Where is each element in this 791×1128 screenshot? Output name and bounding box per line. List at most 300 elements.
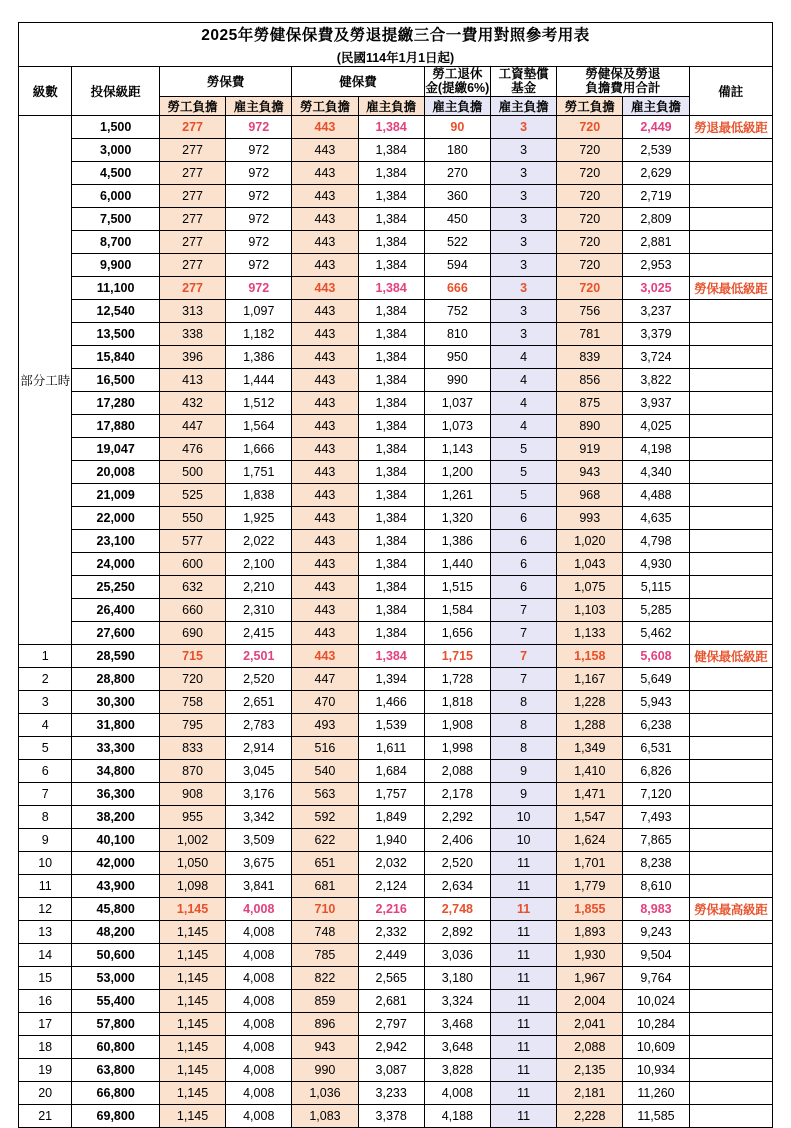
cell-health-ins-employee: 443 xyxy=(292,506,358,529)
table-row xyxy=(19,460,773,483)
table-header xyxy=(19,23,773,116)
cell-grade: 8,700 xyxy=(72,230,160,253)
cell-wage-fund: 7 xyxy=(490,621,556,644)
cell-labor-ins-employer: 972 xyxy=(226,253,292,276)
header-labor-insurance: 勞保費 xyxy=(159,67,291,97)
table-row xyxy=(19,483,773,506)
cell-health-ins-employer: 2,216 xyxy=(358,897,424,920)
table-row xyxy=(19,989,773,1012)
cell-health-ins-employee: 1,083 xyxy=(292,1104,358,1127)
header-wagefund-employer: 雇主負擔 xyxy=(490,96,556,115)
cell-pension: 2,406 xyxy=(424,828,490,851)
cell-health-ins-employee: 785 xyxy=(292,943,358,966)
cell-pension: 1,440 xyxy=(424,552,490,575)
table-row xyxy=(19,920,773,943)
cell-pension: 1,908 xyxy=(424,713,490,736)
cell-wage-fund: 3 xyxy=(490,207,556,230)
table-row xyxy=(19,759,773,782)
cell-health-ins-employee: 443 xyxy=(292,598,358,621)
table-row xyxy=(19,943,773,966)
cell-health-ins-employee: 896 xyxy=(292,1012,358,1035)
cell-pension: 1,728 xyxy=(424,667,490,690)
cell-grade: 50,600 xyxy=(72,943,160,966)
cell-wage-fund: 10 xyxy=(490,805,556,828)
cell-grade: 20,008 xyxy=(72,460,160,483)
cell-health-ins-employee: 443 xyxy=(292,345,358,368)
cell-grade: 26,400 xyxy=(72,598,160,621)
cell-health-ins-employer: 1,849 xyxy=(358,805,424,828)
cell-pension: 3,180 xyxy=(424,966,490,989)
cell-health-ins-employer: 1,384 xyxy=(358,598,424,621)
cell-pension: 950 xyxy=(424,345,490,368)
cell-labor-ins-employer: 4,008 xyxy=(226,1081,292,1104)
row-level: 3 xyxy=(19,690,72,713)
cell-health-ins-employee: 443 xyxy=(292,115,358,138)
cell-grade: 24,000 xyxy=(72,552,160,575)
cell-labor-ins-employee: 600 xyxy=(159,552,225,575)
header-wage-fund-line2: 基金 xyxy=(511,81,537,96)
table-row xyxy=(19,299,773,322)
cell-pension: 3,828 xyxy=(424,1058,490,1081)
cell-total-employee: 781 xyxy=(557,322,623,345)
cell-remark xyxy=(689,437,772,460)
cell-wage-fund: 10 xyxy=(490,828,556,851)
cell-pension: 360 xyxy=(424,184,490,207)
cell-labor-ins-employee: 476 xyxy=(159,437,225,460)
row-level: 21 xyxy=(19,1104,72,1127)
cell-wage-fund: 11 xyxy=(490,851,556,874)
cell-wage-fund: 4 xyxy=(490,345,556,368)
cell-wage-fund: 3 xyxy=(490,138,556,161)
cell-remark xyxy=(689,943,772,966)
cell-labor-ins-employer: 4,008 xyxy=(226,920,292,943)
cell-health-ins-employee: 563 xyxy=(292,782,358,805)
cell-pension: 666 xyxy=(424,276,490,299)
cell-total-employee: 1,228 xyxy=(557,690,623,713)
cell-health-ins-employer: 1,384 xyxy=(358,299,424,322)
row-level: 13 xyxy=(19,920,72,943)
cell-health-ins-employer: 1,684 xyxy=(358,759,424,782)
cell-labor-ins-employee: 277 xyxy=(159,161,225,184)
cell-pension: 1,320 xyxy=(424,506,490,529)
cell-total-employer: 5,462 xyxy=(623,621,689,644)
cell-total-employee: 1,471 xyxy=(557,782,623,805)
page-title: 2025年勞健保保費及勞退提繳三合一費用對照參考用表 xyxy=(201,27,590,44)
cell-labor-ins-employee: 833 xyxy=(159,736,225,759)
cell-pension: 1,200 xyxy=(424,460,490,483)
cell-total-employer: 7,865 xyxy=(623,828,689,851)
cell-wage-fund: 3 xyxy=(490,161,556,184)
cell-remark xyxy=(689,851,772,874)
cell-labor-ins-employee: 1,145 xyxy=(159,1012,225,1035)
cell-wage-fund: 9 xyxy=(490,782,556,805)
cell-total-employer: 8,238 xyxy=(623,851,689,874)
cell-total-employer: 5,943 xyxy=(623,690,689,713)
cell-total-employer: 8,610 xyxy=(623,874,689,897)
row-level: 15 xyxy=(19,966,72,989)
cell-labor-ins-employee: 1,145 xyxy=(159,1058,225,1081)
cell-labor-ins-employee: 795 xyxy=(159,713,225,736)
cell-health-ins-employee: 990 xyxy=(292,1058,358,1081)
cell-health-ins-employer: 1,384 xyxy=(358,506,424,529)
cell-total-employer: 3,937 xyxy=(623,391,689,414)
cell-labor-ins-employer: 3,176 xyxy=(226,782,292,805)
table-row xyxy=(19,322,773,345)
cell-remark xyxy=(689,874,772,897)
cell-wage-fund: 11 xyxy=(490,920,556,943)
cell-wage-fund: 9 xyxy=(490,759,556,782)
cell-wage-fund: 11 xyxy=(490,897,556,920)
cell-health-ins-employee: 710 xyxy=(292,897,358,920)
row-level: 6 xyxy=(19,759,72,782)
cell-total-employee: 2,041 xyxy=(557,1012,623,1035)
table-row xyxy=(19,1081,773,1104)
cell-health-ins-employee: 859 xyxy=(292,989,358,1012)
cell-wage-fund: 11 xyxy=(490,1081,556,1104)
table-row xyxy=(19,1104,773,1127)
cell-total-employee: 1,967 xyxy=(557,966,623,989)
cell-health-ins-employee: 592 xyxy=(292,805,358,828)
cell-health-ins-employee: 443 xyxy=(292,184,358,207)
cell-labor-ins-employer: 2,914 xyxy=(226,736,292,759)
header-health-ins-employee: 勞工負擔 xyxy=(292,96,358,115)
cell-health-ins-employee: 443 xyxy=(292,460,358,483)
header-labor-pension-line2: 金(提繳6%) xyxy=(425,81,490,96)
cell-labor-ins-employer: 2,022 xyxy=(226,529,292,552)
cell-remark xyxy=(689,690,772,713)
cell-health-ins-employee: 443 xyxy=(292,414,358,437)
cell-remark xyxy=(689,414,772,437)
cell-labor-ins-employer: 1,666 xyxy=(226,437,292,460)
cell-grade: 23,100 xyxy=(72,529,160,552)
cell-health-ins-employer: 2,332 xyxy=(358,920,424,943)
cell-pension: 1,818 xyxy=(424,690,490,713)
cell-total-employer: 5,649 xyxy=(623,667,689,690)
cell-labor-ins-employer: 3,509 xyxy=(226,828,292,851)
cell-remark xyxy=(689,207,772,230)
cell-pension: 522 xyxy=(424,230,490,253)
cell-wage-fund: 11 xyxy=(490,966,556,989)
cell-pension: 3,468 xyxy=(424,1012,490,1035)
row-level: 14 xyxy=(19,943,72,966)
cell-grade: 53,000 xyxy=(72,966,160,989)
row-level: 18 xyxy=(19,1035,72,1058)
cell-total-employer: 5,285 xyxy=(623,598,689,621)
cell-pension: 3,036 xyxy=(424,943,490,966)
cell-total-employer: 6,531 xyxy=(623,736,689,759)
cell-total-employee: 1,779 xyxy=(557,874,623,897)
cell-health-ins-employer: 1,384 xyxy=(358,207,424,230)
table-row xyxy=(19,874,773,897)
cell-labor-ins-employee: 396 xyxy=(159,345,225,368)
row-level: 17 xyxy=(19,1012,72,1035)
cell-total-employer: 2,809 xyxy=(623,207,689,230)
cell-grade: 4,500 xyxy=(72,161,160,184)
cell-labor-ins-employer: 4,008 xyxy=(226,943,292,966)
cell-grade: 6,000 xyxy=(72,184,160,207)
cell-health-ins-employee: 443 xyxy=(292,529,358,552)
cell-health-ins-employer: 1,384 xyxy=(358,184,424,207)
cell-wage-fund: 6 xyxy=(490,575,556,598)
cell-health-ins-employer: 1,384 xyxy=(358,575,424,598)
header-labor-pension xyxy=(424,67,490,97)
cell-health-ins-employer: 3,087 xyxy=(358,1058,424,1081)
cell-labor-ins-employee: 338 xyxy=(159,322,225,345)
cell-total-employer: 9,764 xyxy=(623,966,689,989)
cell-labor-ins-employee: 955 xyxy=(159,805,225,828)
cell-wage-fund: 7 xyxy=(490,644,556,667)
cell-health-ins-employer: 2,124 xyxy=(358,874,424,897)
cell-health-ins-employer: 1,539 xyxy=(358,713,424,736)
cell-pension: 1,656 xyxy=(424,621,490,644)
cell-total-employee: 1,167 xyxy=(557,667,623,690)
cell-total-employer: 2,881 xyxy=(623,230,689,253)
table-row xyxy=(19,138,773,161)
cell-health-ins-employee: 443 xyxy=(292,276,358,299)
cell-labor-ins-employee: 1,145 xyxy=(159,897,225,920)
cell-total-employee: 720 xyxy=(557,276,623,299)
cell-grade: 7,500 xyxy=(72,207,160,230)
cell-total-employee: 1,547 xyxy=(557,805,623,828)
cell-pension: 1,998 xyxy=(424,736,490,759)
header-level: 級數 xyxy=(19,67,72,116)
row-level: 4 xyxy=(19,713,72,736)
cell-grade: 31,800 xyxy=(72,713,160,736)
cell-pension: 2,520 xyxy=(424,851,490,874)
cell-total-employee: 993 xyxy=(557,506,623,529)
cell-total-employee: 1,624 xyxy=(557,828,623,851)
table-body xyxy=(19,115,773,1127)
cell-remark xyxy=(689,920,772,943)
cell-grade: 17,880 xyxy=(72,414,160,437)
cell-pension: 810 xyxy=(424,322,490,345)
cell-grade: 30,300 xyxy=(72,690,160,713)
cell-total-employer: 11,260 xyxy=(623,1081,689,1104)
cell-labor-ins-employer: 1,512 xyxy=(226,391,292,414)
cell-wage-fund: 11 xyxy=(490,1104,556,1127)
cell-health-ins-employee: 443 xyxy=(292,230,358,253)
cell-labor-ins-employee: 447 xyxy=(159,414,225,437)
cell-labor-ins-employee: 277 xyxy=(159,138,225,161)
cell-wage-fund: 11 xyxy=(490,1012,556,1035)
row-level: 2 xyxy=(19,667,72,690)
table-row xyxy=(19,276,773,299)
cell-remark xyxy=(689,1035,772,1058)
cell-health-ins-employer: 1,940 xyxy=(358,828,424,851)
cell-total-employee: 2,181 xyxy=(557,1081,623,1104)
cell-labor-ins-employee: 908 xyxy=(159,782,225,805)
cell-labor-ins-employer: 1,838 xyxy=(226,483,292,506)
cell-pension: 1,584 xyxy=(424,598,490,621)
cell-grade: 48,200 xyxy=(72,920,160,943)
cell-total-employer: 2,629 xyxy=(623,161,689,184)
cell-total-employer: 3,025 xyxy=(623,276,689,299)
cell-health-ins-employee: 443 xyxy=(292,644,358,667)
cell-total-employee: 919 xyxy=(557,437,623,460)
cell-labor-ins-employer: 3,841 xyxy=(226,874,292,897)
cell-grade: 28,800 xyxy=(72,667,160,690)
cell-health-ins-employer: 1,466 xyxy=(358,690,424,713)
cell-labor-ins-employer: 1,925 xyxy=(226,506,292,529)
cell-labor-ins-employer: 2,501 xyxy=(226,644,292,667)
cell-labor-ins-employer: 972 xyxy=(226,138,292,161)
cell-labor-ins-employee: 277 xyxy=(159,207,225,230)
cell-health-ins-employee: 443 xyxy=(292,207,358,230)
cell-health-ins-employer: 1,384 xyxy=(358,322,424,345)
cell-health-ins-employer: 1,384 xyxy=(358,161,424,184)
cell-labor-ins-employer: 2,310 xyxy=(226,598,292,621)
cell-grade: 3,000 xyxy=(72,138,160,161)
cell-labor-ins-employer: 1,386 xyxy=(226,345,292,368)
table-row xyxy=(19,1012,773,1035)
header-labor-ins-employer: 雇主負擔 xyxy=(226,96,292,115)
cell-total-employer: 6,826 xyxy=(623,759,689,782)
cell-health-ins-employer: 1,757 xyxy=(358,782,424,805)
cell-labor-ins-employee: 525 xyxy=(159,483,225,506)
cell-health-ins-employee: 943 xyxy=(292,1035,358,1058)
cell-labor-ins-employee: 1,002 xyxy=(159,828,225,851)
cell-total-employer: 10,609 xyxy=(623,1035,689,1058)
cell-health-ins-employer: 1,384 xyxy=(358,230,424,253)
cell-health-ins-employee: 748 xyxy=(292,920,358,943)
cell-remark xyxy=(689,506,772,529)
cell-total-employee: 943 xyxy=(557,460,623,483)
cell-labor-ins-employee: 550 xyxy=(159,506,225,529)
cell-remark xyxy=(689,161,772,184)
cell-health-ins-employee: 681 xyxy=(292,874,358,897)
cell-labor-ins-employer: 4,008 xyxy=(226,1035,292,1058)
cell-grade: 13,500 xyxy=(72,322,160,345)
cell-total-employee: 1,133 xyxy=(557,621,623,644)
cell-labor-ins-employer: 2,520 xyxy=(226,667,292,690)
cell-remark xyxy=(689,736,772,759)
header-total-employee: 勞工負擔 xyxy=(557,96,623,115)
cell-health-ins-employer: 3,378 xyxy=(358,1104,424,1127)
cell-total-employee: 720 xyxy=(557,184,623,207)
cell-labor-ins-employee: 1,145 xyxy=(159,966,225,989)
table-row xyxy=(19,391,773,414)
cell-grade: 69,800 xyxy=(72,1104,160,1127)
table-row xyxy=(19,575,773,598)
cell-grade: 28,590 xyxy=(72,644,160,667)
cell-labor-ins-employee: 1,145 xyxy=(159,920,225,943)
row-level: 20 xyxy=(19,1081,72,1104)
cell-wage-fund: 7 xyxy=(490,598,556,621)
cell-total-employer: 4,930 xyxy=(623,552,689,575)
cell-health-ins-employer: 2,032 xyxy=(358,851,424,874)
cell-total-employee: 2,004 xyxy=(557,989,623,1012)
cell-total-employee: 720 xyxy=(557,207,623,230)
cell-total-employer: 4,025 xyxy=(623,414,689,437)
table-row xyxy=(19,1035,773,1058)
cell-grade: 1,500 xyxy=(72,115,160,138)
cell-grade: 40,100 xyxy=(72,828,160,851)
cell-labor-ins-employee: 870 xyxy=(159,759,225,782)
cell-pension: 2,292 xyxy=(424,805,490,828)
cell-pension: 2,088 xyxy=(424,759,490,782)
header-total-line1: 勞健保及勞退 xyxy=(585,67,661,81)
header-wage-fund xyxy=(490,67,556,97)
cell-remark xyxy=(689,391,772,414)
insurance-premium-table xyxy=(18,22,773,1128)
table-row xyxy=(19,207,773,230)
cell-remark xyxy=(689,138,772,161)
cell-health-ins-employee: 443 xyxy=(292,552,358,575)
cell-health-ins-employer: 1,384 xyxy=(358,115,424,138)
cell-health-ins-employee: 443 xyxy=(292,299,358,322)
cell-labor-ins-employer: 1,564 xyxy=(226,414,292,437)
cell-labor-ins-employer: 4,008 xyxy=(226,1104,292,1127)
cell-health-ins-employer: 1,384 xyxy=(358,368,424,391)
cell-remark: 勞保最高級距 xyxy=(689,897,772,920)
cell-pension: 2,892 xyxy=(424,920,490,943)
cell-pension: 1,515 xyxy=(424,575,490,598)
cell-wage-fund: 5 xyxy=(490,460,556,483)
cell-health-ins-employee: 443 xyxy=(292,253,358,276)
row-level: 8 xyxy=(19,805,72,828)
cell-remark xyxy=(689,782,772,805)
cell-total-employee: 1,288 xyxy=(557,713,623,736)
row-level: 1 xyxy=(19,644,72,667)
cell-remark: 勞退最低級距 xyxy=(689,115,772,138)
cell-total-employer: 3,379 xyxy=(623,322,689,345)
cell-health-ins-employer: 1,611 xyxy=(358,736,424,759)
cell-labor-ins-employee: 413 xyxy=(159,368,225,391)
cell-total-employer: 4,798 xyxy=(623,529,689,552)
cell-wage-fund: 11 xyxy=(490,943,556,966)
cell-total-employee: 720 xyxy=(557,230,623,253)
cell-labor-ins-employer: 972 xyxy=(226,207,292,230)
cell-health-ins-employee: 540 xyxy=(292,759,358,782)
cell-health-ins-employer: 1,384 xyxy=(358,253,424,276)
cell-total-employee: 1,043 xyxy=(557,552,623,575)
cell-total-employee: 1,075 xyxy=(557,575,623,598)
cell-remark xyxy=(689,759,772,782)
cell-wage-fund: 3 xyxy=(490,322,556,345)
cell-grade: 11,100 xyxy=(72,276,160,299)
cell-health-ins-employer: 2,797 xyxy=(358,1012,424,1035)
cell-labor-ins-employee: 690 xyxy=(159,621,225,644)
cell-wage-fund: 11 xyxy=(490,989,556,1012)
cell-remark xyxy=(689,713,772,736)
cell-labor-ins-employee: 277 xyxy=(159,276,225,299)
cell-labor-ins-employee: 1,098 xyxy=(159,874,225,897)
cell-pension: 752 xyxy=(424,299,490,322)
cell-wage-fund: 3 xyxy=(490,299,556,322)
cell-remark: 勞保最低級距 xyxy=(689,276,772,299)
cell-total-employer: 2,953 xyxy=(623,253,689,276)
table-row xyxy=(19,230,773,253)
cell-total-employee: 875 xyxy=(557,391,623,414)
cell-remark xyxy=(689,989,772,1012)
cell-remark xyxy=(689,1058,772,1081)
header-labor-pension-line1: 勞工退休 xyxy=(432,67,483,81)
cell-total-employee: 890 xyxy=(557,414,623,437)
cell-pension: 1,261 xyxy=(424,483,490,506)
cell-health-ins-employer: 2,565 xyxy=(358,966,424,989)
cell-health-ins-employee: 443 xyxy=(292,138,358,161)
cell-labor-ins-employer: 4,008 xyxy=(226,1012,292,1035)
cell-total-employee: 1,930 xyxy=(557,943,623,966)
cell-grade: 34,800 xyxy=(72,759,160,782)
header-total xyxy=(557,67,689,97)
table-row xyxy=(19,851,773,874)
table-row xyxy=(19,966,773,989)
cell-health-ins-employee: 443 xyxy=(292,322,358,345)
cell-total-employer: 9,504 xyxy=(623,943,689,966)
cell-total-employee: 720 xyxy=(557,161,623,184)
cell-labor-ins-employer: 972 xyxy=(226,115,292,138)
